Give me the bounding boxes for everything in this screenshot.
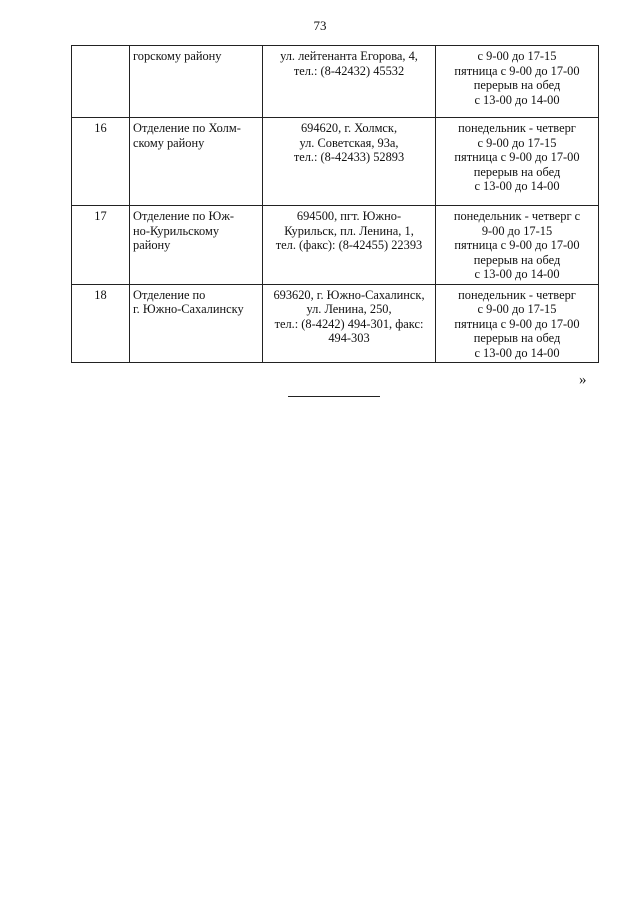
offices-table (71, 45, 599, 363)
office-address (263, 206, 436, 285)
office-name-line: Отделение по Юж- (133, 209, 235, 223)
address-line: ул. лейтенанта Егорова, 4, (280, 49, 418, 63)
hours-line: понедельник - четверг (458, 287, 576, 302)
address-line: тел.: (8-42433) 52893 (293, 150, 405, 164)
address-line: тел. (факс): (8-42455) 22393 (275, 238, 423, 252)
hours-line: понедельник - четверг с (453, 209, 581, 223)
hours-line: с 9-00 до 17-15 (477, 49, 557, 63)
office-name-line: району (133, 238, 171, 252)
closing-quote-mark: » (579, 372, 587, 388)
row-number: 17 (72, 206, 130, 285)
office-hours (436, 46, 599, 118)
hours-line: перерыв на обед (473, 164, 561, 179)
hours-line: перерыв на обед (473, 252, 561, 267)
end-divider (288, 396, 380, 397)
address-line: Курильск, пл. Ленина, 1, (284, 223, 414, 238)
hours-line: пятница с 9-00 до 17-00 (454, 150, 580, 164)
table-row (72, 206, 599, 285)
office-hours (436, 284, 599, 363)
office-name (130, 206, 263, 285)
page-number: 73 (313, 18, 327, 33)
hours-line: понедельник - четверг (458, 121, 576, 135)
office-name (130, 284, 263, 363)
office-address (263, 118, 436, 206)
office-name (130, 118, 263, 206)
office-name (130, 46, 263, 118)
office-name-line: но-Курильскому (133, 223, 220, 238)
address-line: 694500, пгт. Южно- (296, 209, 402, 223)
hours-line: перерыв на обед (473, 331, 561, 345)
table-row (72, 118, 599, 206)
office-hours (436, 206, 599, 285)
hours-line: с 9-00 до 17-15 (477, 135, 557, 150)
hours-line: пятница с 9-00 до 17-00 (454, 238, 580, 252)
table-row (72, 284, 599, 363)
hours-line: перерыв на обед (473, 78, 561, 92)
office-name-line: скому району (133, 135, 205, 150)
hours-line: с 13-00 до 14-00 (474, 267, 560, 281)
hours-line: с 13-00 до 14-00 (474, 179, 560, 193)
table-row (72, 46, 599, 118)
hours-line: с 9-00 до 17-15 (477, 302, 557, 316)
address-line: тел.: (8-4242) 494-301, факс: (274, 316, 424, 331)
office-hours (436, 118, 599, 206)
address-line: тел.: (8-42432) 45532 (293, 63, 405, 78)
hours-line: с 13-00 до 14-00 (474, 92, 560, 107)
office-name-line: горскому району (133, 49, 222, 63)
hours-line: с 13-00 до 14-00 (474, 345, 560, 360)
row-number (72, 46, 130, 118)
hours-line: пятница с 9-00 до 17-00 (454, 316, 580, 331)
office-name-line: Отделение по (133, 287, 206, 302)
address-line: 694620, г. Холмск, (300, 121, 398, 135)
hours-line: 9-00 до 17-15 (481, 223, 553, 238)
row-number: 16 (72, 118, 130, 206)
office-name-line: г. Южно-Сахалинску (133, 302, 244, 316)
row-number: 18 (72, 284, 130, 363)
address-line: ул. Ленина, 250, (306, 302, 392, 316)
hours-line: пятница с 9-00 до 17-00 (454, 63, 580, 78)
address-line: 494-303 (328, 331, 370, 345)
address-line: 693620, г. Южно-Сахалинск, (273, 287, 425, 302)
office-address (263, 284, 436, 363)
address-line: ул. Советская, 93а, (299, 135, 399, 150)
office-address (263, 46, 436, 118)
office-name-line: Отделение по Холм- (133, 121, 241, 135)
